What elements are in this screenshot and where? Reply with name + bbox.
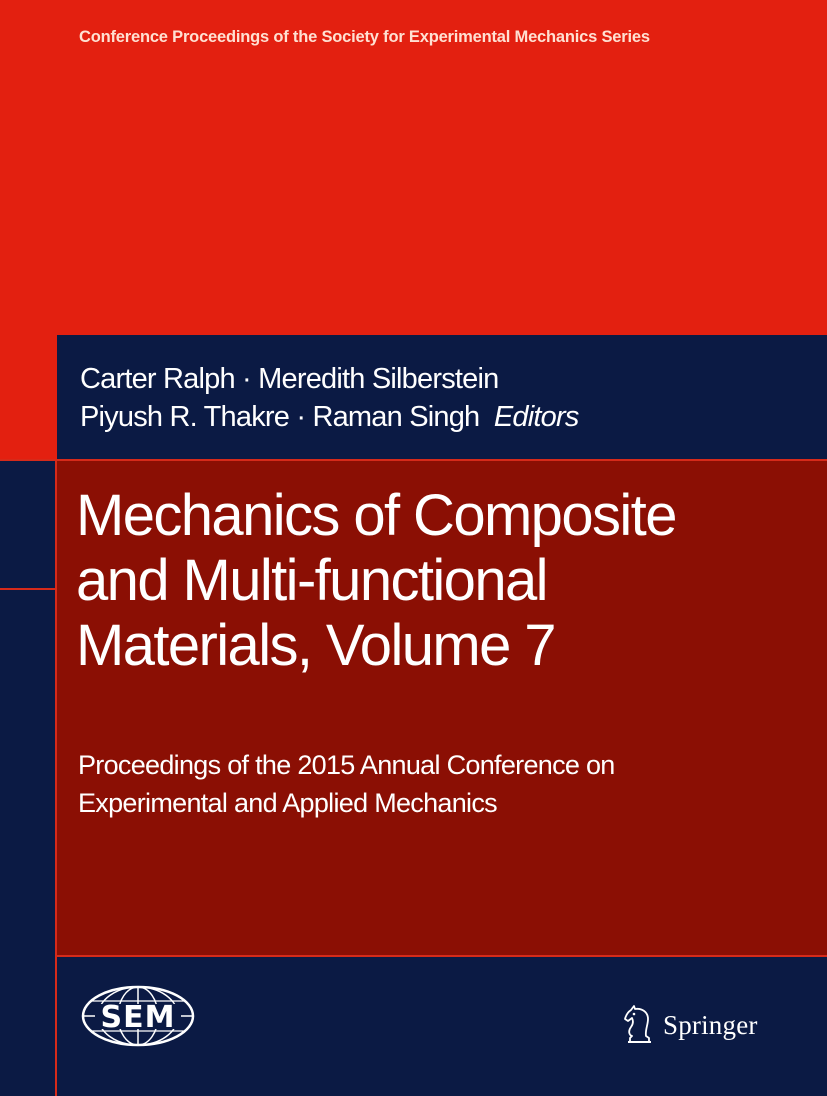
springer-logo xyxy=(621,1003,758,1047)
publisher-name: Springer xyxy=(663,1009,758,1040)
divider-line xyxy=(0,588,57,590)
editors-line-2 xyxy=(80,398,579,436)
left-red-bar xyxy=(0,335,57,461)
book-subtitle-line: Experimental and Applied Mechanics xyxy=(78,788,497,818)
sem-logo-text: SEM xyxy=(100,1000,176,1035)
chess-knight-icon xyxy=(621,1005,657,1045)
editors-list xyxy=(80,360,579,436)
book-title-line: Mechanics of Composite xyxy=(76,483,676,548)
left-navy-strip xyxy=(0,461,55,1096)
editors-names-2: Piyush R. Thakre · Raman Singh xyxy=(80,401,480,433)
book-subtitle xyxy=(78,746,818,822)
editors-role: Editors xyxy=(493,401,579,433)
book-subtitle-line: Proceedings of the 2015 Annual Conference on xyxy=(78,750,615,780)
top-red-panel xyxy=(0,0,827,335)
book-title-line: Materials, Volume 7 xyxy=(76,613,555,678)
sem-logo xyxy=(81,985,195,1047)
book-title-line: and Multi-functional xyxy=(76,548,547,613)
bottom-band xyxy=(57,957,827,1096)
editors-line-1: Carter Ralph · Meredith Silberstein xyxy=(80,363,499,395)
series-title: Conference Proceedings of the Society for Experimental Mechanics Series xyxy=(79,28,650,46)
editors-band xyxy=(57,335,827,459)
book-title xyxy=(76,483,816,678)
title-block xyxy=(57,461,827,955)
